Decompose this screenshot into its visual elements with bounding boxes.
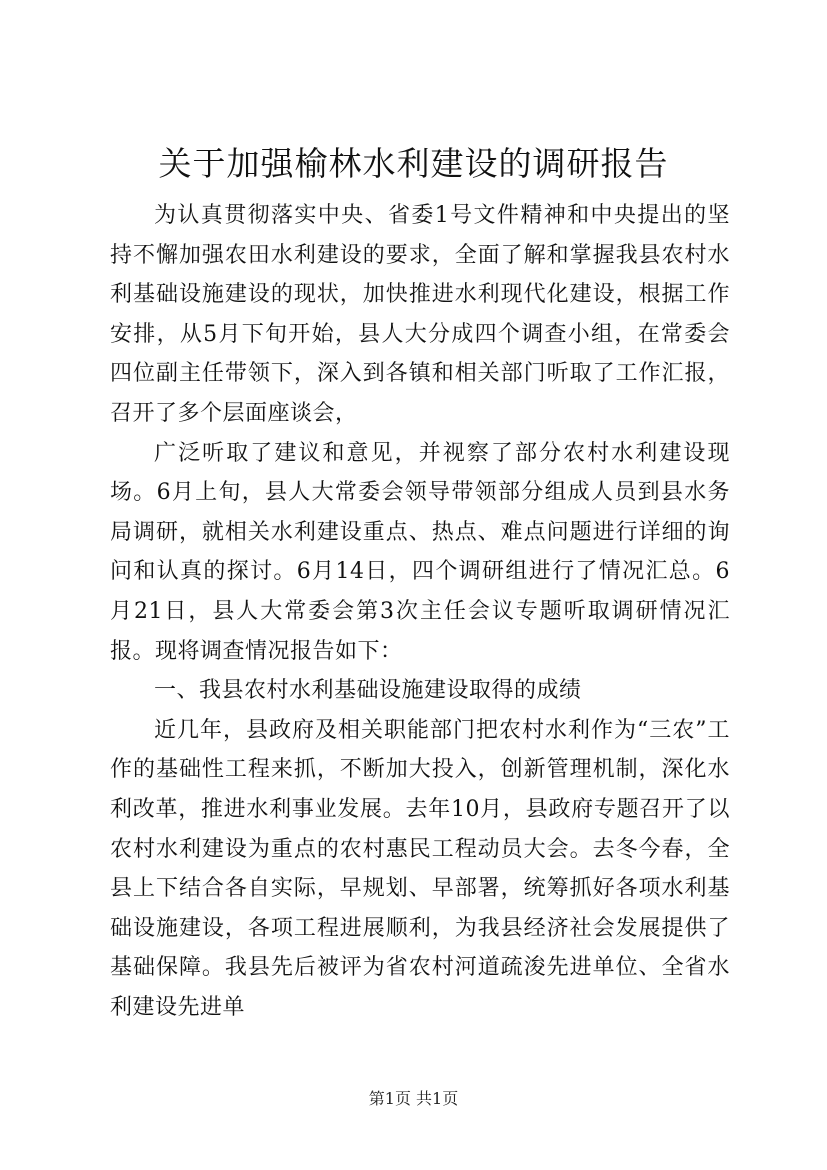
document-body: [110, 196, 730, 1027]
body-paragraph-3: 近几年，县政府及相关职能部门把农村水利作为“三农”工作的基础性工程来抓，不断加大投入，创新管理机制，深化水利改革，推进水利事业发展。去年10月，县政府专题召开了以农村水利建设为重点的农村惠民工程动员大会。去冬今春，全县上下结合各自实际，早规划、早部署，统筹抓好各项水利基础设施建设，各项工程进展顺利，为我县经济社会发展提供了基础保障。我县先后被评为省农村河道疏浚先进单位、全省水利建设先进单: [110, 717, 730, 1020]
document-title: 关于加强榆林水利建设的调研报告: [158, 144, 669, 183]
page-footer: 第1页 共1页: [368, 1089, 459, 1108]
body-paragraph-2: 广泛听取了建议和意见，并视察了部分农村水利建设现场。6月上旬，县人大常委会领导带领部分组成人员到县水务局调研，就相关水利建设重点、热点、难点问题进行详细的询问和认真的探讨。6月14日，四个调研组进行了情况汇总。6月21日，县人大常委会第3次主任会议专题听取调研情况汇报。现将调查情况报告如下：: [110, 440, 730, 664]
section-heading-1: 一、我县农村水利基础设施建设取得的成绩: [154, 678, 582, 704]
body-paragraph-1: 为认真贯彻落实中央、省委1号文件精神和中央提出的坚持不懈加强农田水利建设的要求，全面了解和掌握我县农村水利基础设施建设的现状，加快推进水利现代化建设，根据工作安排，从5月下旬开始，县人大分成四个调查小组，在常委会四位副主任带领下，深入到各镇和相关部门听取了工作汇报，召开了多个层面座谈会，: [110, 203, 730, 426]
